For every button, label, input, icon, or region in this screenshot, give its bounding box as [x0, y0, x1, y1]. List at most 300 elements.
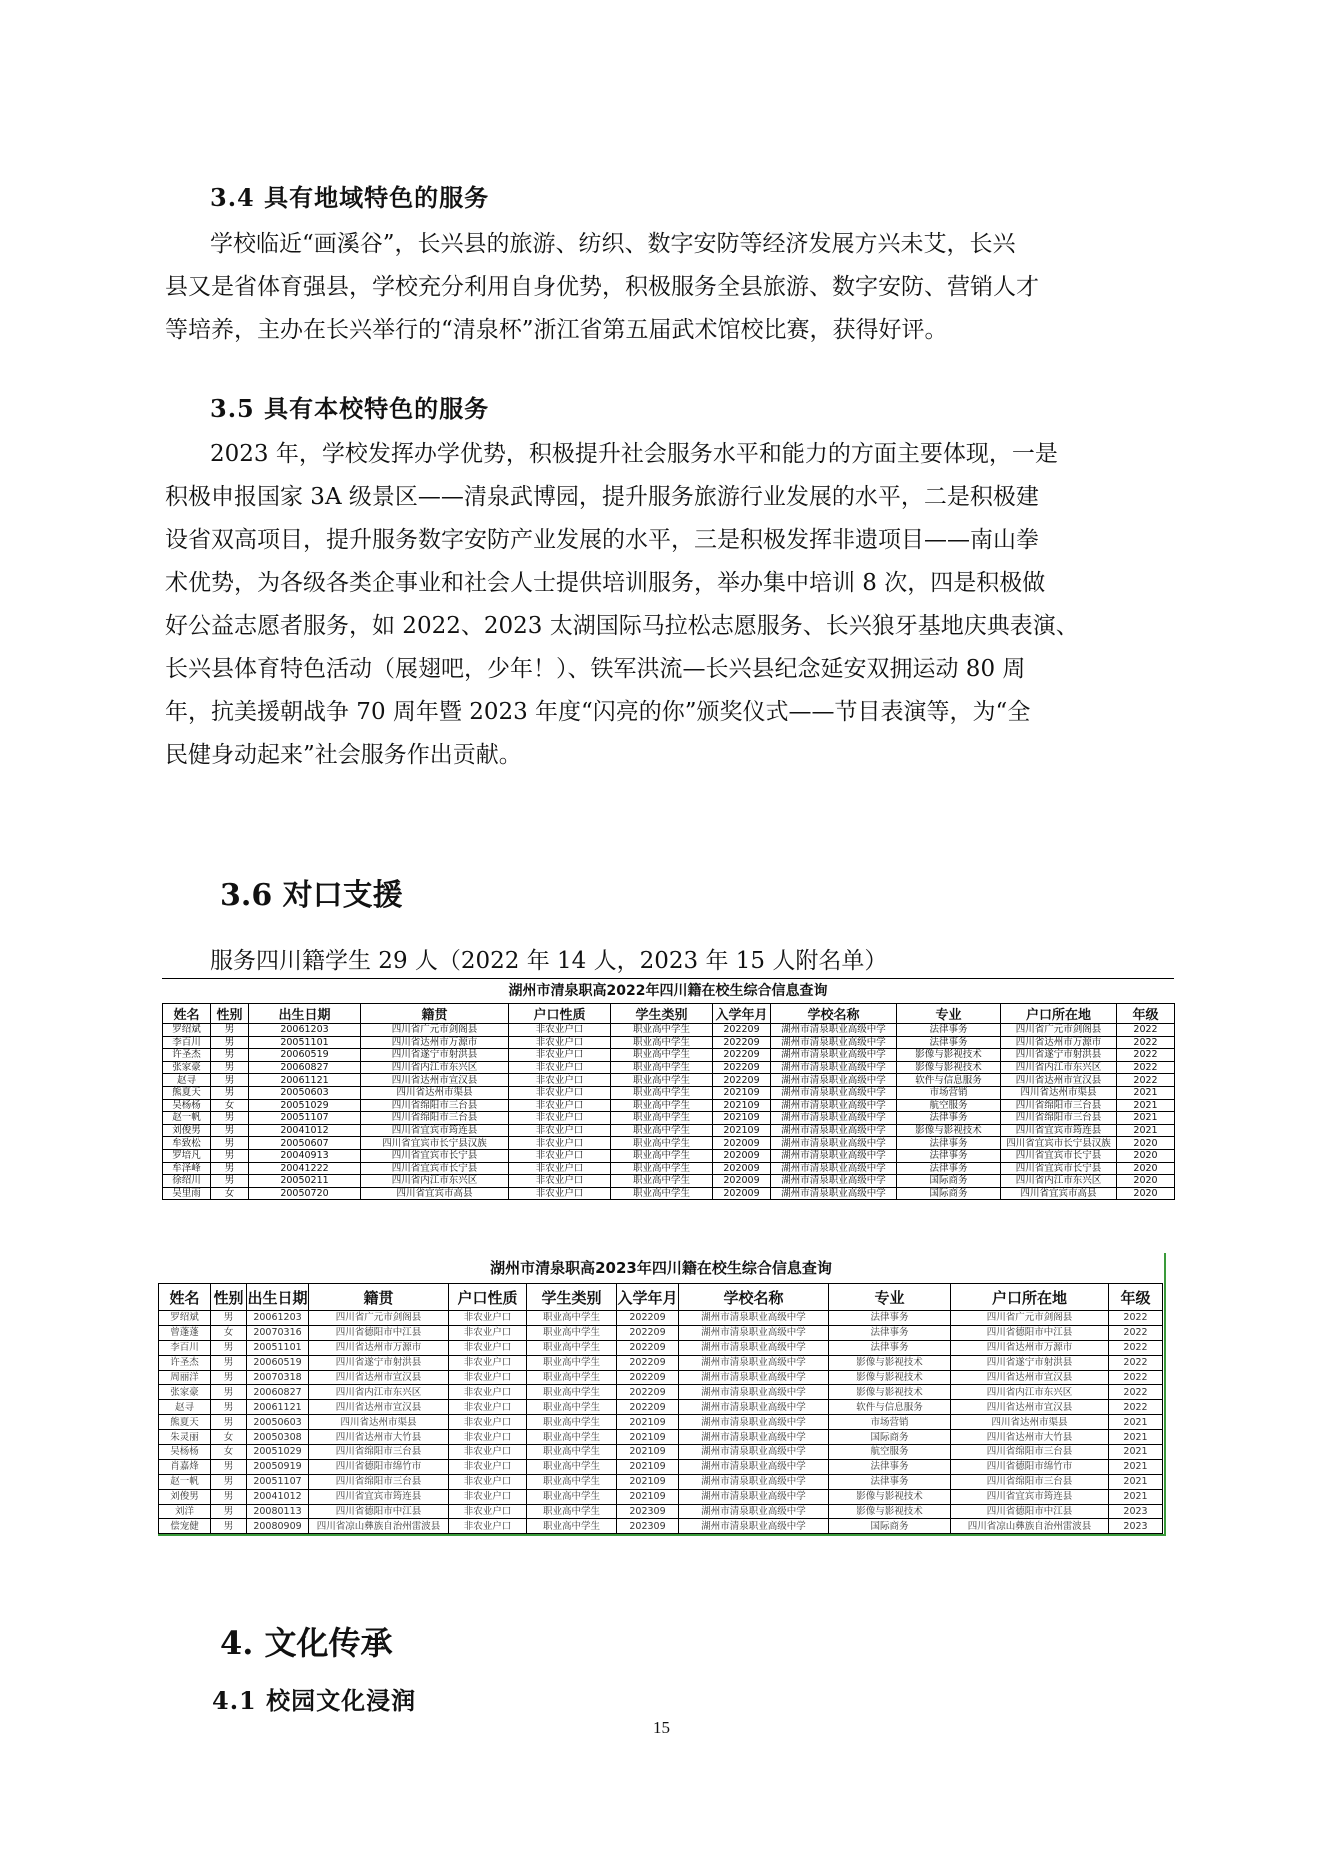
- table-cell: 2022: [1117, 1024, 1175, 1037]
- table-cell: 职业高中学生: [611, 1074, 713, 1087]
- table-cell: 非农业户口: [449, 1311, 527, 1326]
- table-cell: 湖州市清泉职业高级中学: [771, 1061, 897, 1074]
- table-cell: 20061121: [247, 1400, 309, 1415]
- table-cell: 四川省德阳市中江县: [309, 1325, 449, 1340]
- table-cell: 2021: [1117, 1099, 1175, 1112]
- table-cell: 20041012: [247, 1489, 309, 1504]
- table-cell: 20060827: [247, 1385, 309, 1400]
- table-cell: 202209: [617, 1325, 679, 1340]
- table-cell: 非农业户口: [509, 1112, 611, 1125]
- table-row: [163, 1124, 1175, 1137]
- paragraph-3-4: [165, 223, 1170, 352]
- table-cell: 20050720: [249, 1187, 361, 1200]
- table-cell: 四川省宜宾市筠连县: [1001, 1124, 1117, 1137]
- table-cell: 职业高中学生: [527, 1489, 617, 1504]
- table-cell: 湖州市清泉职业高级中学: [771, 1149, 897, 1162]
- table-cell: 周丽洋: [159, 1370, 211, 1385]
- table-cell: 四川省达州市宣汉县: [309, 1370, 449, 1385]
- table-row: [159, 1430, 1163, 1445]
- table-cell: 四川省宜宾市长宁县汉族: [361, 1137, 509, 1150]
- table-cell: 肖嘉烽: [159, 1459, 211, 1474]
- table-cell: 2020: [1117, 1162, 1175, 1175]
- table-cell: 湖州市清泉职业高级中学: [679, 1311, 829, 1326]
- table-cell: 20041222: [249, 1162, 361, 1175]
- table-cell: 男: [211, 1474, 247, 1489]
- table-cell: 影像与影视技术: [897, 1061, 1001, 1074]
- table-cell: 男: [211, 1086, 249, 1099]
- table-cell: 职业高中学生: [527, 1504, 617, 1519]
- table-cell: 20061121: [249, 1074, 361, 1087]
- table-cell: 四川省绵阳市三台县: [361, 1112, 509, 1125]
- table-cell: 四川省德阳市中江县: [951, 1325, 1109, 1340]
- table-cell: 非农业户口: [449, 1355, 527, 1370]
- table-row: [163, 1061, 1175, 1074]
- heading-3-6: 3.6 对口支援: [220, 878, 403, 913]
- table-cell: 20080909: [247, 1519, 309, 1534]
- table-cell: 四川省达州市万源市: [1001, 1036, 1117, 1049]
- table-cell: 职业高中学生: [527, 1311, 617, 1326]
- table-cell: 四川省遂宁市射洪县: [361, 1049, 509, 1062]
- table-cell: 202109: [713, 1124, 771, 1137]
- table-cell: 航空服务: [897, 1099, 1001, 1112]
- table-cell: 男: [211, 1074, 249, 1087]
- table-cell: 四川省绵阳市三台县: [309, 1474, 449, 1489]
- table-cell: 湖州市清泉职业高级中学: [679, 1459, 829, 1474]
- table-cell: 法律事务: [897, 1137, 1001, 1150]
- table-cell: 20050603: [247, 1415, 309, 1430]
- table-cell: 2022: [1109, 1385, 1163, 1400]
- table-cell: 20080113: [247, 1504, 309, 1519]
- table-cell: 软件与信息服务: [897, 1074, 1001, 1087]
- table-cell: 非农业户口: [449, 1400, 527, 1415]
- table-cell: 国际商务: [829, 1430, 951, 1445]
- table-cell: 20041012: [249, 1124, 361, 1137]
- table-cell: 男: [211, 1061, 249, 1074]
- table-cell: 职业高中学生: [527, 1400, 617, 1415]
- table-cell: 男: [211, 1124, 249, 1137]
- table-cell: 许圣杰: [159, 1355, 211, 1370]
- table-cell: 四川省德阳市中江县: [951, 1504, 1109, 1519]
- table-cell: 非农业户口: [449, 1474, 527, 1489]
- table-cell: 男: [211, 1149, 249, 1162]
- table-title: 湖州市清泉职高2023年四川籍在校生综合信息查询: [490, 1259, 832, 1277]
- table-cell: 男: [211, 1049, 249, 1062]
- column-header: 入学年月: [617, 1284, 679, 1311]
- table-cell: 法律事务: [897, 1036, 1001, 1049]
- table-cell: 四川省广元市剑阁县: [951, 1311, 1109, 1326]
- table-cell: 湖州市清泉职业高级中学: [771, 1175, 897, 1188]
- table-cell: 法律事务: [829, 1459, 951, 1474]
- table-row: [159, 1340, 1163, 1355]
- column-header: 专业: [829, 1284, 951, 1311]
- table-cell: 20051029: [247, 1445, 309, 1460]
- table-cell: 202209: [617, 1340, 679, 1355]
- table-cell: 曾蓬蓬: [159, 1325, 211, 1340]
- table-cell: 四川省绵阳市三台县: [951, 1445, 1109, 1460]
- table-cell: 202009: [713, 1137, 771, 1150]
- table-cell: 湖州市清泉职业高级中学: [771, 1187, 897, 1200]
- table-cell: 非农业户口: [449, 1385, 527, 1400]
- table-cell: 吴杨杨: [163, 1099, 211, 1112]
- table-cell: 非农业户口: [509, 1175, 611, 1188]
- table-cell: 20051101: [249, 1036, 361, 1049]
- table-cell: 202209: [713, 1024, 771, 1037]
- table-cell: 四川省达州市渠县: [361, 1086, 509, 1099]
- table-cell: 男: [211, 1340, 247, 1355]
- table-cell: 202209: [617, 1400, 679, 1415]
- table-cell: 非农业户口: [509, 1049, 611, 1062]
- column-header: 出生日期: [247, 1284, 309, 1311]
- table-cell: 湖州市清泉职业高级中学: [771, 1024, 897, 1037]
- table-cell: 非农业户口: [449, 1504, 527, 1519]
- table-cell: 四川省达州市渠县: [951, 1415, 1109, 1430]
- table-cell: 职业高中学生: [527, 1370, 617, 1385]
- table-cell: 四川省达州市宣汉县: [951, 1370, 1109, 1385]
- table-header-row: [163, 1004, 1175, 1024]
- table-cell: 2020: [1117, 1137, 1175, 1150]
- table-cell: 刘俊男: [159, 1489, 211, 1504]
- table-cell: 影像与影视技术: [829, 1370, 951, 1385]
- table-cell: 湖州市清泉职业高级中学: [679, 1474, 829, 1489]
- table-row: [159, 1400, 1163, 1415]
- table-cell: 赵寻: [163, 1074, 211, 1087]
- table-row: [159, 1355, 1163, 1370]
- table-cell: 四川省绵阳市三台县: [951, 1474, 1109, 1489]
- table-cell: 职业高中学生: [611, 1112, 713, 1125]
- table-cell: 偿宠健: [159, 1519, 211, 1534]
- table-cell: 非农业户口: [509, 1137, 611, 1150]
- table-row: [163, 1162, 1175, 1175]
- table-cell: 影像与影视技术: [897, 1049, 1001, 1062]
- table-cell: 职业高中学生: [527, 1459, 617, 1474]
- table-cell: 202109: [713, 1086, 771, 1099]
- table-cell: 四川省宜宾市筠连县: [951, 1489, 1109, 1504]
- table-cell: 湖州市清泉职业高级中学: [679, 1445, 829, 1460]
- table-cell: 20051029: [249, 1099, 361, 1112]
- table-2023: [158, 1253, 1166, 1536]
- table-cell: 四川省绵阳市三台县: [1001, 1112, 1117, 1125]
- table-cell: 男: [211, 1519, 247, 1534]
- table-cell: 影像与影视技术: [829, 1489, 951, 1504]
- table-row: [163, 1137, 1175, 1150]
- table-cell: 202209: [617, 1355, 679, 1370]
- table-cell: 四川省广元市剑阁县: [361, 1024, 509, 1037]
- table-cell: 四川省达州市万源市: [951, 1340, 1109, 1355]
- table-row: [159, 1474, 1163, 1489]
- table-cell: 20051107: [247, 1474, 309, 1489]
- table-cell: 非农业户口: [509, 1187, 611, 1200]
- table-cell: 男: [211, 1355, 247, 1370]
- table-cell: 四川省德阳市绵竹市: [951, 1459, 1109, 1474]
- table-cell: 职业高中学生: [527, 1474, 617, 1489]
- table-cell: 牟泽峰: [163, 1162, 211, 1175]
- table-cell: 非农业户口: [449, 1445, 527, 1460]
- table-cell: 20070316: [247, 1325, 309, 1340]
- table-cell: 四川省遂宁市射洪县: [309, 1355, 449, 1370]
- table-row: [163, 1187, 1175, 1200]
- table-cell: 湖州市清泉职业高级中学: [771, 1036, 897, 1049]
- table-cell: 20050308: [247, 1430, 309, 1445]
- table-cell: 湖州市清泉职业高级中学: [679, 1355, 829, 1370]
- table-cell: 2022: [1117, 1074, 1175, 1087]
- table-cell: 20060827: [249, 1061, 361, 1074]
- table-row: [163, 1099, 1175, 1112]
- paragraph-3-5: [165, 433, 1170, 777]
- table-cell: 职业高中学生: [611, 1137, 713, 1150]
- table-cell: 非农业户口: [509, 1124, 611, 1137]
- table-cell: 四川省遂宁市射洪县: [951, 1355, 1109, 1370]
- paragraph-line: 学校临近“画溪谷”，长兴县的旅游、纺织、数字安防等经济发展方兴未艾，长兴: [210, 231, 1016, 257]
- table-cell: 2021: [1117, 1124, 1175, 1137]
- table-cell: 男: [211, 1385, 247, 1400]
- table-cell: 四川省广元市剑阁县: [309, 1311, 449, 1326]
- table-cell: 20060519: [249, 1049, 361, 1062]
- table-cell: 国际商务: [829, 1519, 951, 1534]
- table-cell: 职业高中学生: [611, 1061, 713, 1074]
- table-cell: 202109: [617, 1415, 679, 1430]
- table-cell: 李百川: [159, 1340, 211, 1355]
- table-cell: 职业高中学生: [611, 1024, 713, 1037]
- table-row: [159, 1504, 1163, 1519]
- table-cell: 四川省达州市渠县: [309, 1415, 449, 1430]
- table-cell: 20050603: [249, 1086, 361, 1099]
- table-cell: 四川省凉山彝族自治州雷波县: [309, 1519, 449, 1534]
- table-cell: 202309: [617, 1519, 679, 1534]
- table-cell: 吴杨杨: [159, 1445, 211, 1460]
- table-cell: 202109: [713, 1112, 771, 1125]
- table-cell: 202109: [617, 1459, 679, 1474]
- table-cell: 男: [211, 1175, 249, 1188]
- table-cell: 非农业户口: [509, 1149, 611, 1162]
- table-cell: 刘洋: [159, 1504, 211, 1519]
- table-cell: 20061203: [249, 1024, 361, 1037]
- table-cell: 湖州市清泉职业高级中学: [679, 1430, 829, 1445]
- table-cell: 20050607: [249, 1137, 361, 1150]
- table-cell: 四川省内江市东兴区: [361, 1061, 509, 1074]
- table-cell: 四川省内江市东兴区: [1001, 1061, 1117, 1074]
- table-cell: 非农业户口: [509, 1086, 611, 1099]
- table-cell: 牟致松: [163, 1137, 211, 1150]
- table-cell: 四川省宜宾市长宁县: [361, 1162, 509, 1175]
- table-cell: 2023: [1109, 1519, 1163, 1534]
- table-row: [163, 1149, 1175, 1162]
- table-cell: 非农业户口: [449, 1459, 527, 1474]
- table-cell: 四川省宜宾市筠连县: [309, 1489, 449, 1504]
- table-cell: 湖州市清泉职业高级中学: [679, 1340, 829, 1355]
- table-cell: 202109: [713, 1099, 771, 1112]
- table-cell: 四川省达州市宣汉县: [1001, 1074, 1117, 1087]
- table-cell: 非农业户口: [509, 1162, 611, 1175]
- column-header: 籍贯: [309, 1284, 449, 1311]
- table-cell: 2022: [1109, 1370, 1163, 1385]
- table-cell: 非农业户口: [449, 1430, 527, 1445]
- table-cell: 职业高中学生: [611, 1175, 713, 1188]
- table-cell: 四川省凉山彝族自治州雷波县: [951, 1519, 1109, 1534]
- table-cell: 2021: [1109, 1430, 1163, 1445]
- table-cell: 20051101: [247, 1340, 309, 1355]
- table-cell: 202209: [617, 1370, 679, 1385]
- table-cell: 张家豪: [163, 1061, 211, 1074]
- table-cell: 湖州市清泉职业高级中学: [679, 1519, 829, 1534]
- table-cell: 202209: [617, 1311, 679, 1326]
- table-cell: 非农业户口: [449, 1340, 527, 1355]
- table-cell: 湖州市清泉职业高级中学: [679, 1504, 829, 1519]
- table-cell: 非农业户口: [449, 1489, 527, 1504]
- table-row: [159, 1415, 1163, 1430]
- table-cell: 202209: [713, 1036, 771, 1049]
- column-header: 户口性质: [509, 1004, 611, 1024]
- page-number: 15: [653, 1718, 670, 1737]
- column-header: 年级: [1117, 1004, 1175, 1024]
- table-row: [159, 1311, 1163, 1326]
- heading-4-1: 4.1 校园文化浸润: [212, 1686, 417, 1715]
- table-cell: 影像与影视技术: [829, 1385, 951, 1400]
- table-cell: 男: [211, 1459, 247, 1474]
- table-cell: 职业高中学生: [527, 1430, 617, 1445]
- table-cell: 影像与影视技术: [829, 1355, 951, 1370]
- table-cell: 法律事务: [829, 1340, 951, 1355]
- table-cell: 影像与影视技术: [829, 1504, 951, 1519]
- table-cell: 四川省宜宾市筠连县: [361, 1124, 509, 1137]
- table-cell: 职业高中学生: [611, 1162, 713, 1175]
- table-cell: 四川省德阳市中江县: [309, 1504, 449, 1519]
- table-row: [163, 1036, 1175, 1049]
- table-cell: 202009: [713, 1187, 771, 1200]
- table-cell: 职业高中学生: [527, 1340, 617, 1355]
- table-cell: 罗绍斌: [163, 1024, 211, 1037]
- table-cell: 四川省绵阳市三台县: [309, 1445, 449, 1460]
- column-header: 户口性质: [449, 1284, 527, 1311]
- column-header: 学校名称: [771, 1004, 897, 1024]
- table-cell: 湖州市清泉职业高级中学: [771, 1137, 897, 1150]
- table-cell: 职业高中学生: [611, 1124, 713, 1137]
- table-row: [163, 1074, 1175, 1087]
- column-header: 性别: [211, 1004, 249, 1024]
- table-cell: 罗培凡: [163, 1149, 211, 1162]
- column-header: 年级: [1109, 1284, 1163, 1311]
- table-cell: 非农业户口: [449, 1415, 527, 1430]
- table-cell: 202309: [617, 1504, 679, 1519]
- table-cell: 湖州市清泉职业高级中学: [679, 1370, 829, 1385]
- table-cell: 2021: [1117, 1112, 1175, 1125]
- table-cell: 职业高中学生: [527, 1519, 617, 1534]
- heading-4: 4. 文化传承: [220, 1624, 393, 1662]
- table-cell: 四川省达州市万源市: [309, 1340, 449, 1355]
- table-cell: 2022: [1109, 1311, 1163, 1326]
- table-cell: 女: [211, 1430, 247, 1445]
- table-cell: 202209: [713, 1049, 771, 1062]
- paragraph-line: 等培养，主办在长兴举行的“清泉杯”浙江省第五届武术馆校比赛，获得好评。: [165, 317, 948, 343]
- table-cell: 职业高中学生: [527, 1415, 617, 1430]
- table-cell: 2022: [1109, 1325, 1163, 1340]
- table-cell: 2022: [1109, 1355, 1163, 1370]
- table-row: [163, 1024, 1175, 1037]
- table-cell: 四川省内江市东兴区: [361, 1175, 509, 1188]
- column-header: 学生类别: [527, 1284, 617, 1311]
- table-cell: 非农业户口: [449, 1370, 527, 1385]
- table-cell: 职业高中学生: [611, 1036, 713, 1049]
- table-cell: 男: [211, 1489, 247, 1504]
- table-cell: 男: [211, 1370, 247, 1385]
- table-cell: 四川省达州市宣汉县: [309, 1400, 449, 1415]
- table-cell: 2021: [1117, 1086, 1175, 1099]
- table-cell: 非农业户口: [509, 1036, 611, 1049]
- table-cell: 2020: [1117, 1149, 1175, 1162]
- table-cell: 法律事务: [829, 1325, 951, 1340]
- table-cell: 赵一帆: [163, 1112, 211, 1125]
- paragraph-line: 术优势，为各级各类企事业和社会人士提供培训服务，举办集中培训 8 次，四是积极做: [165, 570, 1046, 596]
- table-cell: 法律事务: [897, 1149, 1001, 1162]
- table-row: [159, 1519, 1163, 1534]
- table-cell: 航空服务: [829, 1445, 951, 1460]
- column-header: 学生类别: [611, 1004, 713, 1024]
- heading-3-5: 3.5 具有本校特色的服务: [210, 394, 490, 423]
- table-cell: 男: [211, 1504, 247, 1519]
- table-cell: 202109: [617, 1445, 679, 1460]
- table-cell: 职业高中学生: [527, 1355, 617, 1370]
- table-cell: 职业高中学生: [611, 1086, 713, 1099]
- paragraph-line: 好公益志愿者服务，如 2022、2023 太湖国际马拉松志愿服务、长兴狼牙基地庆典表演、: [165, 613, 1079, 639]
- paragraph-line: 积极申报国家 3A 级景区——清泉武博园，提升服务旅游行业发展的水平，二是积极建: [165, 484, 1039, 510]
- table-cell: 国际商务: [897, 1187, 1001, 1200]
- paragraph-line: 民健身动起来”社会服务作出贡献。: [165, 742, 522, 768]
- table-cell: 非农业户口: [449, 1325, 527, 1340]
- table-cell: 20070318: [247, 1370, 309, 1385]
- table-cell: 202109: [617, 1430, 679, 1445]
- table-cell: 2022: [1117, 1049, 1175, 1062]
- table-cell: 法律事务: [897, 1162, 1001, 1175]
- table-cell: 四川省宜宾市高县: [361, 1187, 509, 1200]
- column-header: 学校名称: [679, 1284, 829, 1311]
- data-table: [158, 1283, 1163, 1534]
- table-cell: 四川省绵阳市三台县: [1001, 1099, 1117, 1112]
- table-cell: 非农业户口: [509, 1074, 611, 1087]
- table-cell: 2020: [1117, 1187, 1175, 1200]
- table-cell: 四川省达州市渠县: [1001, 1086, 1117, 1099]
- table-cell: 市场营销: [897, 1086, 1001, 1099]
- table-cell: 湖州市清泉职业高级中学: [771, 1074, 897, 1087]
- table-cell: 软件与信息服务: [829, 1400, 951, 1415]
- column-header: 籍贯: [361, 1004, 509, 1024]
- table-cell: 女: [211, 1099, 249, 1112]
- table-cell: 熊夏天: [159, 1415, 211, 1430]
- table-row: [159, 1459, 1163, 1474]
- paragraph-line: 2023 年，学校发挥办学优势，积极提升社会服务水平和能力的方面主要体现，一是: [210, 441, 1058, 467]
- table-cell: 赵一帆: [159, 1474, 211, 1489]
- column-header: 姓名: [163, 1004, 211, 1024]
- table-cell: 职业高中学生: [527, 1325, 617, 1340]
- table-cell: 吴里雨: [163, 1187, 211, 1200]
- table-cell: 职业高中学生: [611, 1099, 713, 1112]
- column-header: 户口所在地: [1001, 1004, 1117, 1024]
- table-cell: 20050211: [249, 1175, 361, 1188]
- table-cell: 法律事务: [897, 1024, 1001, 1037]
- table-cell: 四川省宜宾市长宁县: [361, 1149, 509, 1162]
- table-cell: 湖州市清泉职业高级中学: [679, 1489, 829, 1504]
- table-cell: 四川省内江市东兴区: [309, 1385, 449, 1400]
- table-cell: 湖州市清泉职业高级中学: [771, 1162, 897, 1175]
- table-cell: 非农业户口: [509, 1061, 611, 1074]
- table-cell: 刘俊男: [163, 1124, 211, 1137]
- table-cell: 202009: [713, 1149, 771, 1162]
- table-cell: 湖州市清泉职业高级中学: [771, 1124, 897, 1137]
- table-cell: 四川省内江市东兴区: [1001, 1175, 1117, 1188]
- table-cell: 四川省达州市宣汉县: [951, 1400, 1109, 1415]
- table-cell: 202109: [617, 1489, 679, 1504]
- table-cell: 四川省德阳市绵竹市: [309, 1459, 449, 1474]
- table-cell: 赵寻: [159, 1400, 211, 1415]
- data-table: [162, 1003, 1175, 1200]
